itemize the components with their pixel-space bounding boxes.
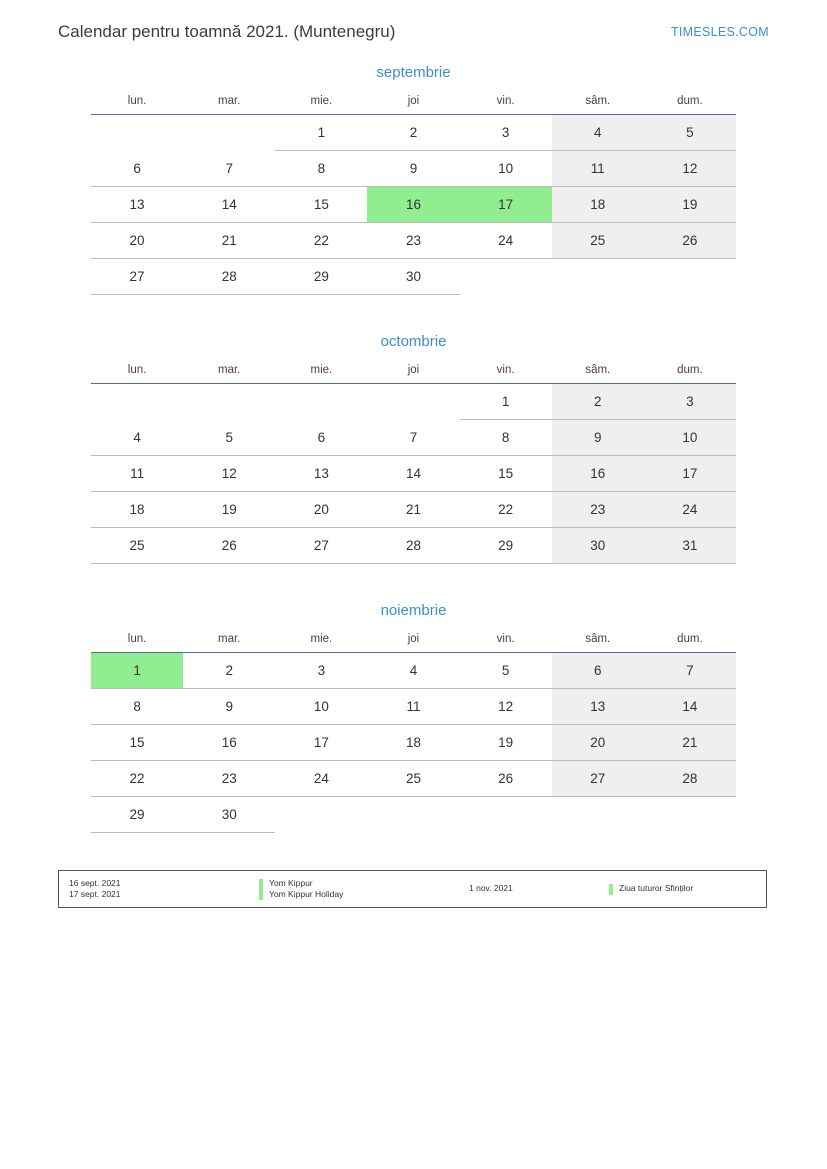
week-row bbox=[91, 456, 736, 492]
weekday-header: mar. bbox=[183, 95, 275, 115]
day-cell[interactable] bbox=[460, 492, 552, 528]
day-number: 8 bbox=[133, 699, 141, 714]
day-cell[interactable] bbox=[275, 761, 367, 797]
legend-names-text-1 bbox=[259, 878, 343, 901]
day-cell-holiday[interactable] bbox=[460, 187, 552, 223]
day-number: 2 bbox=[225, 663, 233, 678]
holiday-color-swatch bbox=[609, 884, 613, 895]
day-cell-empty bbox=[183, 115, 275, 151]
day-cell[interactable] bbox=[367, 115, 459, 151]
day-cell-empty bbox=[275, 797, 367, 833]
month-table-container bbox=[58, 364, 769, 564]
day-cell[interactable] bbox=[183, 456, 275, 492]
day-cell[interactable] bbox=[183, 420, 275, 456]
legend-name: Ziua tuturor Sfinților bbox=[619, 883, 694, 894]
week-row bbox=[91, 761, 736, 797]
day-cell[interactable] bbox=[460, 653, 552, 689]
day-cell-empty bbox=[275, 384, 367, 420]
day-cell-weekend[interactable] bbox=[644, 420, 736, 456]
day-number: 30 bbox=[590, 538, 606, 553]
day-cell[interactable] bbox=[91, 151, 183, 187]
day-cell[interactable] bbox=[460, 115, 552, 151]
day-cell[interactable] bbox=[91, 259, 183, 295]
day-cell[interactable] bbox=[367, 528, 459, 564]
day-cell-weekend[interactable] bbox=[644, 151, 736, 187]
day-cell-empty bbox=[91, 384, 183, 420]
day-cell[interactable] bbox=[183, 653, 275, 689]
weekday-header: lun. bbox=[91, 364, 183, 384]
weekday-header: mie. bbox=[275, 95, 367, 115]
day-number: 15 bbox=[313, 197, 329, 212]
weekday-header: dum. bbox=[644, 633, 736, 653]
day-number: 13 bbox=[590, 699, 606, 714]
page-title: Calendar pentru toamnă 2021. (Muntenegru) bbox=[58, 22, 396, 41]
day-number: 26 bbox=[221, 538, 237, 553]
day-number: 24 bbox=[682, 502, 698, 517]
day-cell[interactable] bbox=[91, 725, 183, 761]
weekday-header: sâm. bbox=[552, 364, 644, 384]
week-row bbox=[91, 115, 736, 151]
weekday-header: joi bbox=[367, 95, 459, 115]
day-number: 25 bbox=[590, 233, 606, 248]
day-cell[interactable] bbox=[367, 761, 459, 797]
legend-dates-group-2 bbox=[459, 883, 609, 895]
page-header bbox=[58, 18, 769, 48]
day-number: 20 bbox=[590, 735, 606, 750]
month-grid bbox=[91, 364, 736, 564]
day-cell[interactable] bbox=[183, 187, 275, 223]
day-cell[interactable] bbox=[275, 689, 367, 725]
day-cell-weekend[interactable] bbox=[552, 689, 644, 725]
day-cell[interactable] bbox=[183, 259, 275, 295]
legend-inner bbox=[59, 871, 766, 907]
day-number: 4 bbox=[594, 125, 602, 140]
weekday-header: vin. bbox=[460, 633, 552, 653]
day-number: 15 bbox=[129, 735, 145, 750]
month-title: noiembrie bbox=[380, 602, 447, 619]
day-cell[interactable] bbox=[91, 689, 183, 725]
week-row bbox=[91, 223, 736, 259]
day-cell-empty bbox=[367, 384, 459, 420]
day-number: 11 bbox=[130, 466, 145, 481]
weekday-header: dum. bbox=[644, 95, 736, 115]
day-cell[interactable] bbox=[460, 420, 552, 456]
day-number: 28 bbox=[405, 538, 421, 553]
day-cell[interactable] bbox=[275, 151, 367, 187]
weekday-header: dum. bbox=[644, 364, 736, 384]
day-number: 17 bbox=[498, 197, 514, 212]
day-cell[interactable] bbox=[367, 725, 459, 761]
day-number: 22 bbox=[129, 771, 145, 786]
day-number: 23 bbox=[590, 502, 606, 517]
week-row bbox=[91, 492, 736, 528]
day-cell[interactable] bbox=[460, 223, 552, 259]
legend-dates-group-1 bbox=[69, 878, 259, 901]
day-cell[interactable] bbox=[460, 528, 552, 564]
week-row bbox=[91, 151, 736, 187]
weekday-header-row bbox=[91, 633, 736, 653]
day-number: 30 bbox=[221, 807, 237, 822]
weekday-header: mie. bbox=[275, 633, 367, 653]
day-cell-weekend[interactable] bbox=[644, 115, 736, 151]
day-cell[interactable] bbox=[91, 761, 183, 797]
day-cell[interactable] bbox=[275, 725, 367, 761]
weekday-header: sâm. bbox=[552, 633, 644, 653]
day-cell-empty bbox=[644, 797, 736, 833]
day-cell-weekend[interactable] bbox=[644, 725, 736, 761]
day-cell-weekend[interactable] bbox=[552, 115, 644, 151]
day-cell[interactable] bbox=[367, 151, 459, 187]
day-cell-weekend[interactable] bbox=[644, 653, 736, 689]
legend-name: Yom Kippur Holiday bbox=[269, 889, 344, 899]
day-cell-weekend[interactable] bbox=[552, 151, 644, 187]
day-cell[interactable] bbox=[275, 223, 367, 259]
day-cell[interactable] bbox=[275, 259, 367, 295]
day-number: 28 bbox=[221, 269, 237, 284]
day-number: 14 bbox=[682, 699, 698, 714]
legend-names-text-2 bbox=[609, 883, 693, 895]
day-cell-weekend[interactable] bbox=[644, 456, 736, 492]
day-number: 7 bbox=[409, 429, 418, 445]
day-number: 17 bbox=[682, 466, 698, 481]
day-number: 24 bbox=[313, 771, 329, 786]
day-number: 1 bbox=[133, 663, 141, 678]
day-number: 14 bbox=[405, 466, 421, 481]
day-number: 17 bbox=[313, 735, 329, 750]
day-cell[interactable] bbox=[275, 492, 367, 528]
day-cell-weekend[interactable] bbox=[552, 761, 644, 797]
day-number: 14 bbox=[221, 197, 237, 212]
week-row bbox=[91, 653, 736, 689]
day-cell[interactable] bbox=[367, 420, 459, 456]
legend-names-group-1 bbox=[259, 878, 459, 901]
day-cell[interactable] bbox=[275, 420, 367, 456]
day-cell[interactable] bbox=[367, 259, 459, 295]
day-cell-weekend[interactable] bbox=[644, 761, 736, 797]
legend-names-labels-1 bbox=[269, 878, 343, 901]
week-row bbox=[91, 420, 736, 456]
day-cell[interactable] bbox=[367, 689, 459, 725]
day-number: 10 bbox=[498, 161, 514, 176]
day-number: 19 bbox=[682, 197, 698, 212]
day-cell[interactable] bbox=[275, 528, 367, 564]
day-number: 16 bbox=[221, 735, 237, 750]
day-cell-empty bbox=[91, 115, 183, 151]
day-number: 21 bbox=[405, 502, 421, 517]
day-cell-empty bbox=[552, 259, 644, 295]
week-row bbox=[91, 259, 736, 295]
weekday-header: lun. bbox=[91, 95, 183, 115]
weekday-header: joi bbox=[367, 633, 459, 653]
month-grid bbox=[91, 95, 736, 295]
weekday-header: mar. bbox=[183, 364, 275, 384]
day-cell[interactable] bbox=[183, 528, 275, 564]
day-cell[interactable] bbox=[91, 456, 183, 492]
day-cell[interactable] bbox=[91, 187, 183, 223]
day-cell[interactable] bbox=[183, 761, 275, 797]
day-number: 29 bbox=[313, 269, 329, 284]
day-number: 19 bbox=[498, 735, 514, 750]
day-cell[interactable] bbox=[91, 223, 183, 259]
day-number: 18 bbox=[405, 735, 421, 750]
month-title: septembrie bbox=[376, 64, 451, 81]
day-cell[interactable] bbox=[91, 492, 183, 528]
day-number: 30 bbox=[405, 269, 421, 284]
day-cell-weekend[interactable] bbox=[552, 725, 644, 761]
day-cell-empty bbox=[183, 384, 275, 420]
day-cell-weekend[interactable] bbox=[644, 223, 736, 259]
day-number: 31 bbox=[682, 538, 698, 553]
day-cell[interactable] bbox=[91, 528, 183, 564]
month-table-container bbox=[58, 633, 769, 833]
legend-name: Yom Kippur bbox=[269, 877, 313, 888]
weekday-header: vin. bbox=[460, 95, 552, 115]
day-cell-weekend[interactable] bbox=[552, 492, 644, 528]
day-cell-weekend[interactable] bbox=[552, 653, 644, 689]
day-cell[interactable] bbox=[367, 223, 459, 259]
legend-dates-text-1 bbox=[69, 878, 121, 901]
day-number: 12 bbox=[221, 466, 237, 481]
day-number: 10 bbox=[313, 699, 329, 714]
day-number: 5 bbox=[686, 125, 694, 140]
day-number: 13 bbox=[129, 197, 145, 212]
day-number: 8 bbox=[317, 161, 326, 176]
day-number: 5 bbox=[225, 429, 233, 445]
day-number: 9 bbox=[225, 699, 233, 714]
day-number: 27 bbox=[590, 771, 606, 786]
day-cell-weekend[interactable] bbox=[552, 223, 644, 259]
day-cell-weekend[interactable] bbox=[644, 492, 736, 528]
day-number: 23 bbox=[405, 233, 421, 248]
day-number: 15 bbox=[498, 466, 514, 481]
month-block-november bbox=[58, 602, 769, 833]
month-block-october bbox=[58, 333, 769, 564]
day-number: 27 bbox=[129, 269, 145, 284]
day-cell[interactable] bbox=[275, 456, 367, 492]
weekday-header: mie. bbox=[275, 364, 367, 384]
month-grid bbox=[91, 633, 736, 833]
day-number: 12 bbox=[682, 161, 698, 176]
day-number: 4 bbox=[133, 429, 141, 445]
day-number: 26 bbox=[498, 771, 514, 786]
day-number: 6 bbox=[133, 160, 141, 176]
day-cell-weekend[interactable] bbox=[552, 384, 644, 420]
day-number: 20 bbox=[129, 233, 145, 248]
week-row bbox=[91, 384, 736, 420]
weekday-header: mar. bbox=[183, 633, 275, 653]
month-table-container bbox=[58, 95, 769, 295]
week-row bbox=[91, 528, 736, 564]
week-row bbox=[91, 187, 736, 223]
day-cell-weekend[interactable] bbox=[552, 420, 644, 456]
day-number: 2 bbox=[409, 125, 418, 140]
legend bbox=[58, 870, 767, 908]
day-cell-empty bbox=[367, 797, 459, 833]
week-row bbox=[91, 725, 736, 761]
day-cell-empty bbox=[460, 797, 552, 833]
day-number: 1 bbox=[317, 125, 326, 140]
month-title: octombrie bbox=[380, 333, 447, 350]
day-number: 3 bbox=[501, 125, 510, 140]
day-number: 16 bbox=[590, 466, 606, 481]
day-cell[interactable] bbox=[91, 420, 183, 456]
weekday-header: lun. bbox=[91, 633, 183, 653]
week-row bbox=[91, 797, 736, 833]
day-number: 9 bbox=[594, 430, 602, 445]
day-number: 13 bbox=[313, 466, 329, 481]
day-number: 3 bbox=[686, 394, 694, 409]
day-cell-holiday[interactable] bbox=[91, 653, 183, 689]
day-number: 29 bbox=[498, 538, 514, 553]
day-number: 12 bbox=[498, 699, 514, 714]
day-cell[interactable] bbox=[183, 151, 275, 187]
brand-label: TIMESLES.COM bbox=[670, 25, 769, 39]
day-cell[interactable] bbox=[183, 223, 275, 259]
day-number: 16 bbox=[405, 197, 421, 212]
day-cell[interactable] bbox=[460, 456, 552, 492]
day-number: 9 bbox=[409, 161, 418, 176]
weekday-header-row bbox=[91, 95, 736, 115]
day-cell[interactable] bbox=[183, 725, 275, 761]
day-number: 20 bbox=[313, 502, 329, 517]
day-cell-weekend[interactable] bbox=[552, 528, 644, 564]
day-cell[interactable] bbox=[275, 653, 367, 689]
day-cell-empty bbox=[552, 797, 644, 833]
day-cell-weekend[interactable] bbox=[552, 187, 644, 223]
day-number: 6 bbox=[317, 429, 326, 445]
legend-date: 17 sept. 2021 bbox=[69, 889, 121, 899]
day-number: 23 bbox=[221, 771, 237, 786]
day-cell[interactable] bbox=[367, 492, 459, 528]
day-number: 1 bbox=[501, 394, 510, 409]
weekday-header: vin. bbox=[460, 364, 552, 384]
day-cell[interactable] bbox=[460, 761, 552, 797]
day-number: 26 bbox=[682, 233, 698, 248]
day-cell-weekend[interactable] bbox=[644, 689, 736, 725]
day-cell[interactable] bbox=[183, 797, 275, 833]
month-block-september bbox=[58, 64, 769, 295]
day-number: 25 bbox=[405, 771, 421, 786]
day-cell-holiday[interactable] bbox=[367, 187, 459, 223]
day-number: 8 bbox=[501, 430, 510, 445]
day-number: 5 bbox=[501, 663, 510, 678]
day-number: 25 bbox=[129, 538, 145, 553]
day-number: 21 bbox=[682, 735, 698, 750]
day-number: 18 bbox=[129, 502, 145, 517]
day-number: 21 bbox=[221, 233, 237, 248]
day-cell[interactable] bbox=[367, 653, 459, 689]
day-number: 2 bbox=[594, 394, 602, 409]
day-cell-empty bbox=[460, 259, 552, 295]
day-cell[interactable] bbox=[367, 456, 459, 492]
day-number: 7 bbox=[225, 160, 233, 176]
weekday-header: joi bbox=[367, 364, 459, 384]
day-cell[interactable] bbox=[460, 689, 552, 725]
legend-names-group-2 bbox=[609, 883, 756, 895]
day-cell[interactable] bbox=[183, 492, 275, 528]
day-number: 18 bbox=[590, 197, 606, 212]
day-number: 6 bbox=[594, 663, 602, 678]
day-number: 19 bbox=[221, 502, 237, 517]
day-cell-weekend[interactable] bbox=[644, 187, 736, 223]
legend-date: 1 nov. 2021 bbox=[469, 883, 513, 894]
day-cell-weekend[interactable] bbox=[644, 528, 736, 564]
day-cell[interactable] bbox=[275, 115, 367, 151]
day-number: 22 bbox=[498, 502, 514, 517]
day-cell[interactable] bbox=[460, 725, 552, 761]
day-number: 22 bbox=[313, 233, 329, 248]
day-cell-weekend[interactable] bbox=[644, 384, 736, 420]
day-number: 24 bbox=[498, 233, 514, 248]
legend-names-labels-2 bbox=[619, 883, 693, 895]
day-number: 29 bbox=[129, 807, 145, 822]
week-row bbox=[91, 689, 736, 725]
day-cell[interactable] bbox=[91, 797, 183, 833]
day-number: 7 bbox=[686, 663, 694, 678]
holiday-color-swatch bbox=[259, 879, 263, 900]
day-cell[interactable] bbox=[460, 151, 552, 187]
weekday-header: sâm. bbox=[552, 95, 644, 115]
day-cell-weekend[interactable] bbox=[552, 456, 644, 492]
day-number: 10 bbox=[682, 430, 698, 445]
day-number: 28 bbox=[682, 771, 698, 786]
day-cell[interactable] bbox=[275, 187, 367, 223]
day-number: 4 bbox=[409, 663, 418, 678]
day-number: 11 bbox=[406, 699, 421, 714]
legend-date: 16 sept. 2021 bbox=[69, 877, 121, 888]
legend-dates-text-2 bbox=[469, 883, 513, 895]
day-number: 3 bbox=[317, 663, 326, 678]
day-cell[interactable] bbox=[460, 384, 552, 420]
day-number: 27 bbox=[313, 538, 329, 553]
weekday-header-row bbox=[91, 364, 736, 384]
day-cell-empty bbox=[644, 259, 736, 295]
day-number: 11 bbox=[590, 161, 605, 176]
day-cell[interactable] bbox=[183, 689, 275, 725]
